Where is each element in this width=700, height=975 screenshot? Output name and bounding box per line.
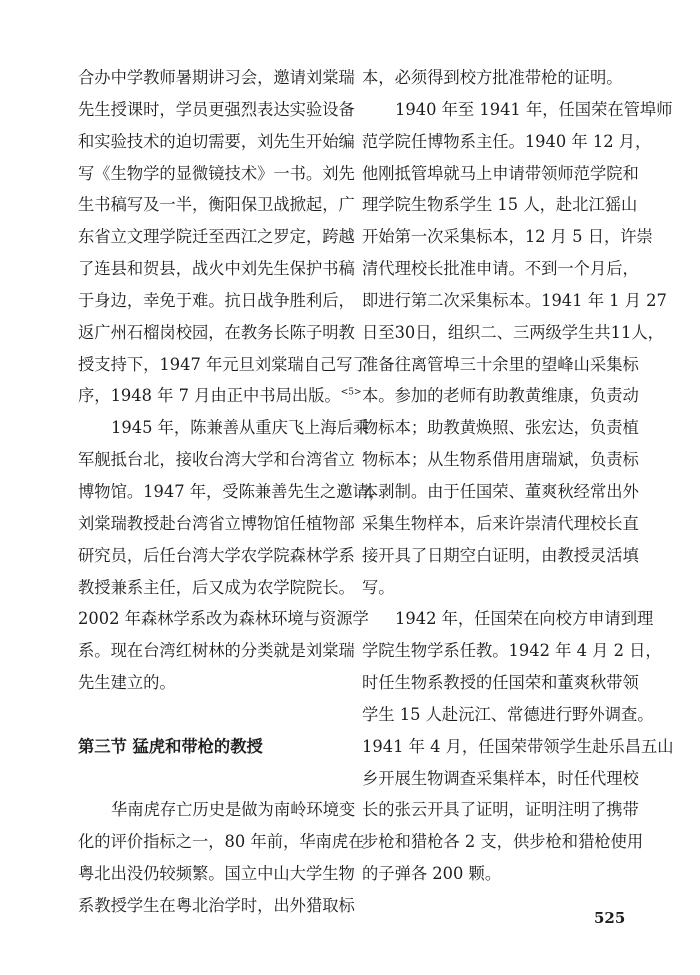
text-line: 教授兼系主任，后又成为农学院院长。	[78, 577, 355, 597]
text-line: 和实验技术的迫切需要，刘先生开始编	[78, 131, 355, 151]
text-line: 范学院任博物系主任。1940 年 12 月，	[362, 131, 652, 151]
text-line: 写。	[362, 577, 395, 597]
text-line: 即进行第二次采集标本。1941 年 1 月 27	[362, 290, 667, 310]
text-line: 了连县和贺县，战火中刘先生保护书稿	[78, 259, 355, 279]
text-line: 华南虎存亡历史是做为南岭环境变	[111, 800, 356, 820]
text-line: 1941 年 4 月，任国荣带领学生赴乐昌五山	[362, 736, 674, 756]
text-line: 生书稿写及一半，衡阳保卫战掀起，广	[78, 195, 355, 215]
text-line: 返广州石榴岗校园，在教务长陈子明教	[78, 322, 355, 342]
text-line-content: 序，1948 年 7 月由正中书局出版。	[78, 386, 341, 406]
text-line: 日至30日，组织二、三两级学生共11人，	[362, 322, 664, 342]
text-line: 粤北出没仍较频繁。国立中山大学生物	[78, 864, 355, 884]
page-number: 525	[594, 909, 626, 927]
text-line: 2002 年森林学系改为森林环境与资源学	[78, 609, 369, 629]
text-line: 学院生物学系任教。1942 年 4 月 2 日，	[362, 641, 662, 661]
text-line: 系。现在台湾红树林的分类就是刘棠瑞	[78, 641, 355, 661]
text-line: 长的张云开具了证明，证明注明了携带	[362, 800, 639, 820]
text-line: 开始第一次采集标本，12 月 5 日，许崇	[362, 227, 653, 247]
text-line: 本，必须得到校方批准带枪的证明。	[362, 68, 623, 87]
text-line: 军舰抵台北，接收台湾大学和台湾省立	[78, 450, 355, 470]
text-line: 清代理校长批准申请。不到一个月后，	[362, 259, 639, 279]
text-line: 物标本；从生物系借用唐瑞斌，负责标	[362, 450, 639, 470]
footnote-marker: <5>	[340, 388, 362, 399]
text-line: 先生建立的。	[78, 673, 176, 693]
text-line: 步枪和猎枪各 2 支，供步枪和猎枪使用	[362, 832, 644, 852]
spacer	[78, 763, 352, 795]
text-line: 本剥制。由于任国荣、董爽秋经常出外	[362, 481, 639, 501]
left-column	[78, 62, 386, 922]
text-line: 学生 15 人赴沅江、常德进行野外调查。	[362, 704, 654, 724]
text-line: 的子弹各 200 颗。	[362, 864, 502, 884]
text-line: 理学院生物系学生 15 人，赴北江猺山	[362, 195, 638, 215]
text-line: 合办中学教师暑期讲习会，邀请刘棠瑞	[78, 68, 355, 87]
text-line: 先生授课时，学员更强烈表达实验设备	[78, 99, 355, 119]
text-line: 授支持下，1947 年元旦刘棠瑞自己写了	[78, 354, 369, 374]
text-line: 乡开展生物调查采集样本，时任代理校	[362, 768, 639, 788]
text-line: 研究员，后任台湾大学农学院森林学系	[78, 545, 355, 565]
text-line: 化的评价指标之一，80 年前，华南虎在	[78, 832, 365, 852]
text-line: 物标本；助教黄焕照、张宏达，负责植	[362, 418, 639, 438]
text-line: 于身边，幸免于难。抗日战争胜利后，	[78, 290, 355, 310]
text-line: 1942 年，任国荣在向校方申请到理	[395, 609, 654, 629]
text-line: 博物馆。1947 年，受陈兼善先生之邀请，	[78, 481, 386, 501]
text-line: 1940 年至 1941 年，任国荣在管埠师	[395, 99, 673, 119]
text-line: 1945 年，陈兼善从重庆飞上海后乘	[111, 418, 370, 438]
text-line: 时任生物系教授的任国荣和董爽秋带领	[362, 673, 639, 693]
text-line: 刘棠瑞教授赴台湾省立博物馆任植物部	[78, 513, 355, 533]
text-line: 接开具了日期空白证明，由教授灵活填	[362, 545, 639, 565]
text-line: 准备往离管埠三十余里的望峰山采集标	[362, 354, 639, 374]
text-line	[78, 380, 362, 412]
spacer	[78, 699, 352, 731]
text-line: 东省立文理学院迁至西江之罗定，跨越	[78, 227, 355, 247]
section-heading: 第三节 猛虎和带枪的教授	[78, 736, 263, 756]
text-line: 本。参加的老师有助教黄维康，负责动	[362, 386, 639, 406]
text-line: 写《生物学的显微镜技术》一书。刘先	[78, 163, 355, 183]
text-line: 采集生物样本，后来许崇清代理校长直	[362, 513, 639, 533]
text-line: 系教授学生在粤北治学时，出外猎取标	[78, 895, 355, 915]
right-column	[362, 62, 674, 890]
text-line: 他刚抵管埠就马上申请带领师范学院和	[362, 163, 639, 183]
